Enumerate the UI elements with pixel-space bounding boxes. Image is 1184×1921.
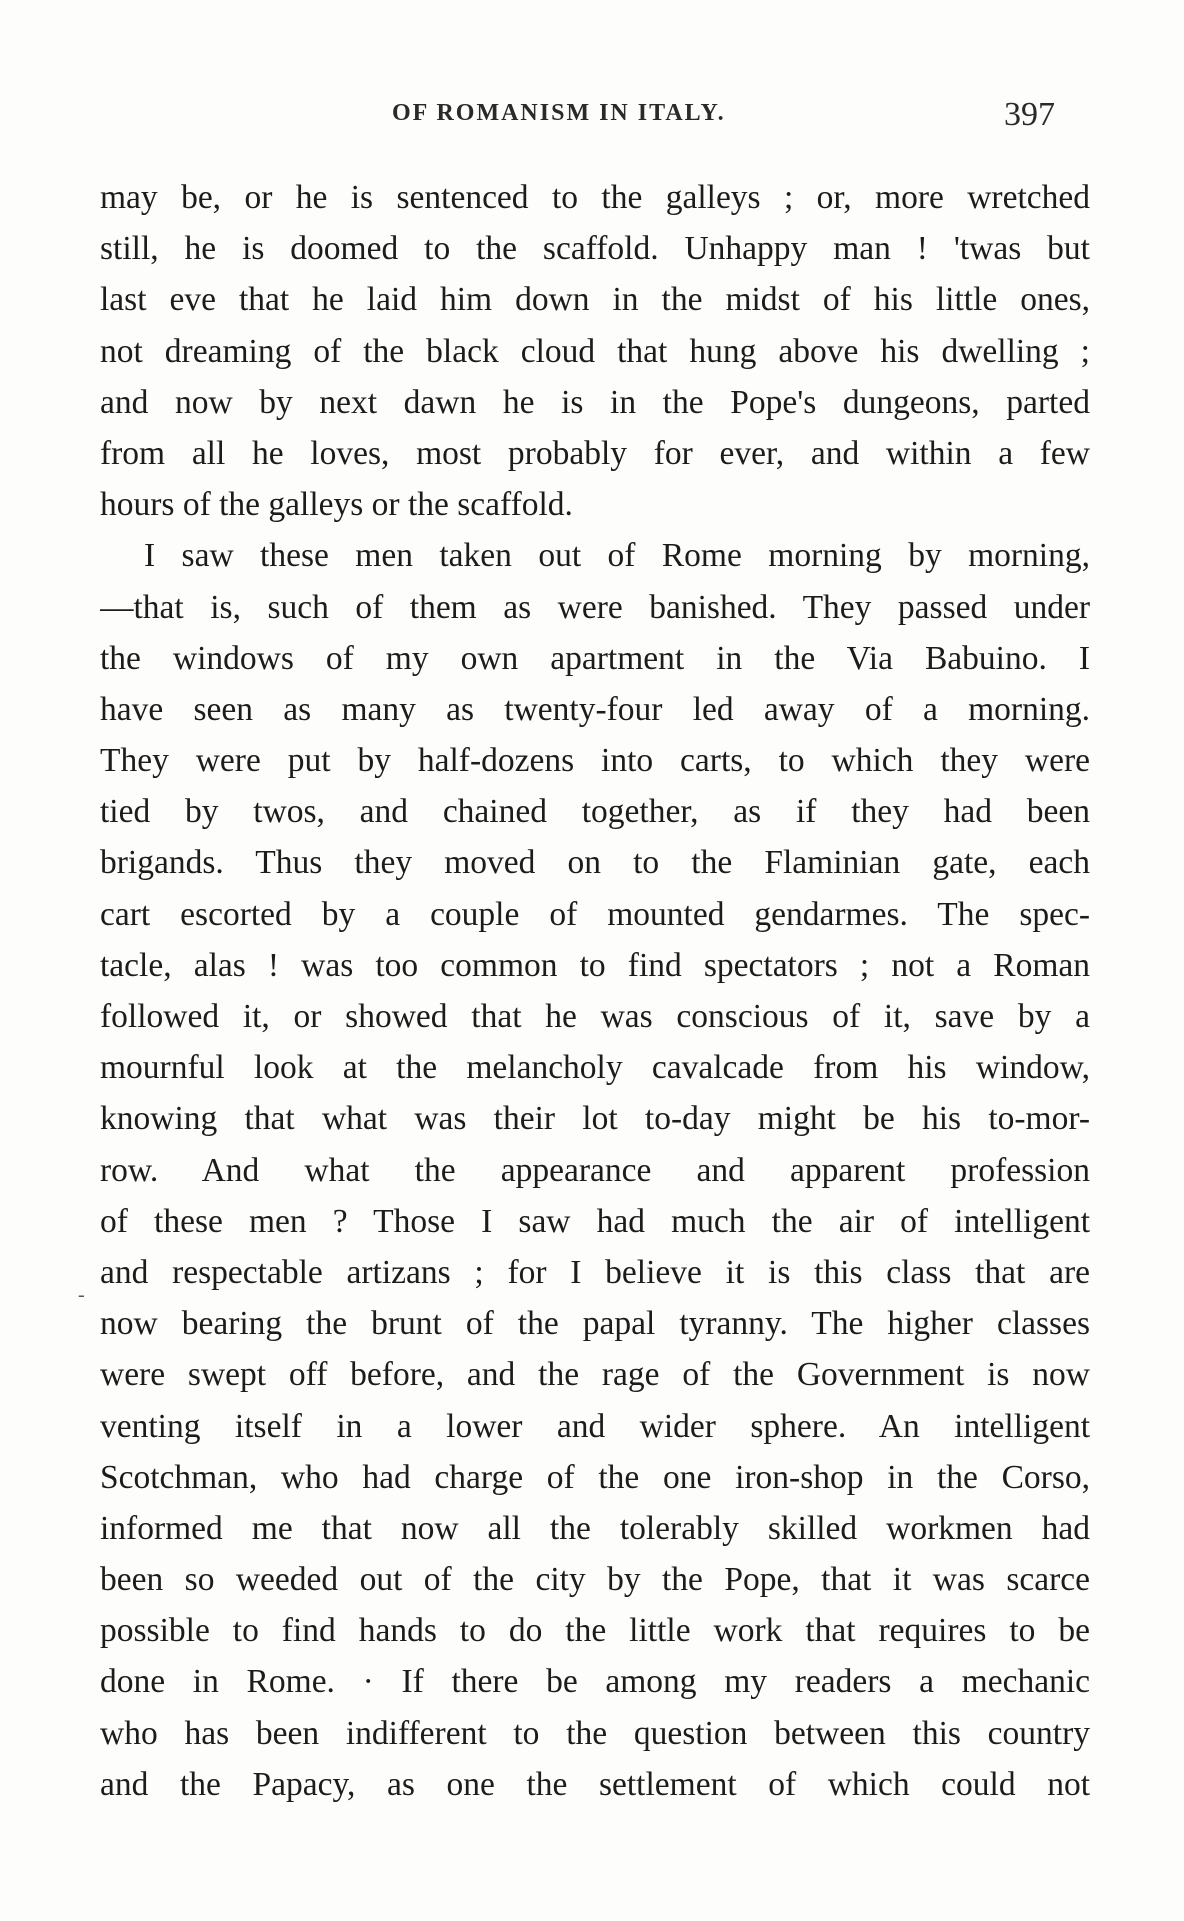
text-line: cart escorted by a couple of mounted gendarmes. The spec- [100, 895, 1090, 933]
text-line: done in Rome. · If there be among my readers a mechanic [100, 1663, 1090, 1701]
text-line: and the Papacy, as one the settlement of which could not [100, 1765, 1090, 1803]
text-line: last eve that he laid him down in the midst of his little ones, [100, 281, 1090, 319]
text-line: venting itself in a lower and wider sphere. An intelligent [100, 1407, 1090, 1445]
text-line: the windows of my own apartment in the Via Babuino. I [100, 639, 1090, 677]
text-line: tacle, alas ! was too common to find spectators ; not a Roman [100, 946, 1090, 984]
text-line: were swept off before, and the rage of the Government is now [100, 1356, 1090, 1394]
text-line: knowing that what was their lot to-day might be his to-mor- [100, 1100, 1090, 1138]
text-line: still, he is doomed to the scaffold. Unhappy man ! 'twas but [100, 230, 1090, 268]
text-line: who has been indifferent to the question between this country [100, 1714, 1090, 1752]
text-line: tied by twos, and chained together, as if they had been [100, 793, 1090, 831]
text-line: Scotchman, who had charge of the one iron-shop in the Corso, [100, 1458, 1090, 1496]
text-line: —that is, such of them as were banished. They passed under [100, 588, 1090, 626]
text-line: followed it, or showed that he was conscious of it, save by a [100, 998, 1090, 1035]
running-title: OF ROMANISM IN ITALY. [392, 100, 726, 126]
text-line: may be, or he is sentenced to the galleys ; or, more wretched [100, 179, 1090, 216]
page-number: 397 [1004, 96, 1055, 133]
paragraph-start-line: I saw these men taken out of Rome morning by morning, [144, 537, 1090, 575]
text-line: not dreaming of the black cloud that hung above his dwelling ; [100, 332, 1090, 370]
text-line: mournful look at the melancholy cavalcade from his window, [100, 1049, 1090, 1087]
text-line: brigands. Thus they moved on to the Flaminian gate, each [100, 844, 1090, 882]
text-line: been so weeded out of the city by the Pope, that it was scarce [100, 1561, 1090, 1599]
text-line: have seen as many as twenty-four led away of a morning. [100, 690, 1090, 728]
text-line: hours of the galleys or the scaffold. [100, 486, 573, 524]
text-line: They were put by half-dozens into carts, to which they were [100, 742, 1090, 780]
body-text [100, 172, 1090, 1810]
text-line: of these men ? Those I saw had much the air of intelligent [100, 1202, 1090, 1240]
margin-mark: - [78, 1284, 85, 1306]
page-header [0, 96, 1184, 136]
text-line: row. And what the appearance and apparent profession [100, 1151, 1090, 1189]
text-line: and now by next dawn he is in the Pope's dungeons, parted [100, 383, 1090, 421]
text-line: informed me that now all the tolerably skilled workmen had [100, 1509, 1090, 1547]
text-line: and respectable artizans ; for I believe it is this class that are [100, 1253, 1090, 1291]
text-line: from all he loves, most probably for ever, and within a few [100, 434, 1090, 472]
text-line: possible to find hands to do the little work that requires to be [100, 1612, 1090, 1650]
text-line: now bearing the brunt of the papal tyranny. The higher classes [100, 1305, 1090, 1343]
